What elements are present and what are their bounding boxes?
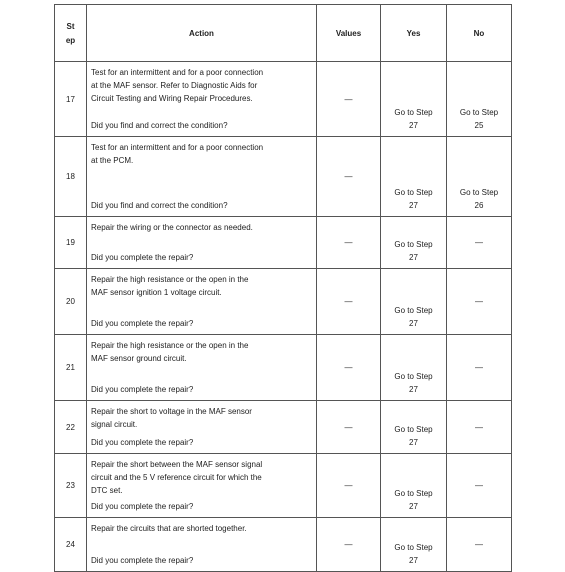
no-cell: — xyxy=(447,217,512,269)
step-number: 22 xyxy=(55,401,87,454)
no-goto: Go to Step xyxy=(459,108,499,117)
action-text: Repair the high resistance or the open in the xyxy=(91,275,249,284)
values-cell: — xyxy=(317,335,381,401)
action-question: Did you complete the repair? xyxy=(91,438,194,447)
yes-goto: Go to Step xyxy=(394,240,433,249)
values-cell: — xyxy=(317,62,381,137)
action-cell xyxy=(87,518,317,572)
action-question: Did you complete the repair? xyxy=(91,556,194,565)
step-header-line1: St xyxy=(66,22,75,31)
yes-header: Yes xyxy=(381,5,447,62)
action-cell xyxy=(87,401,317,454)
table-row xyxy=(55,137,512,217)
header-row xyxy=(55,5,512,62)
table-row xyxy=(55,518,512,572)
step-number: 23 xyxy=(55,454,87,518)
table-row xyxy=(55,335,512,401)
yes-step: 27 xyxy=(409,253,418,262)
action-text: MAF sensor ground circuit. xyxy=(91,354,187,363)
action-question: Did you complete the repair? xyxy=(91,502,194,511)
yes-cell xyxy=(381,518,447,572)
no-cell xyxy=(447,137,512,217)
yes-goto: Go to Step xyxy=(394,489,433,498)
yes-step: 27 xyxy=(409,438,418,447)
step-number: 21 xyxy=(55,335,87,401)
yes-cell xyxy=(381,62,447,137)
action-text: at the MAF sensor. Refer to Diagnostic Aids for xyxy=(91,81,258,90)
no-cell xyxy=(447,62,512,137)
step-header xyxy=(55,5,87,62)
yes-cell xyxy=(381,454,447,518)
yes-step: 27 xyxy=(409,385,418,394)
action-question: Did you complete the repair? xyxy=(91,319,194,328)
action-text: MAF sensor ignition 1 voltage circuit. xyxy=(91,288,222,297)
values-cell: — xyxy=(317,137,381,217)
values-cell: — xyxy=(317,269,381,335)
no-goto: Go to Step xyxy=(459,188,499,197)
yes-goto: Go to Step xyxy=(394,306,433,315)
yes-goto: Go to Step xyxy=(394,108,433,117)
values-cell: — xyxy=(317,518,381,572)
table-row xyxy=(55,62,512,137)
action-text: Repair the high resistance or the open in the xyxy=(91,341,249,350)
action-text: signal circuit. xyxy=(91,420,138,429)
table-row xyxy=(55,401,512,454)
action-question: Did you complete the repair? xyxy=(91,385,194,394)
no-step: 26 xyxy=(474,201,484,210)
action-text: DTC set. xyxy=(91,486,123,495)
yes-cell xyxy=(381,137,447,217)
no-cell: — xyxy=(447,269,512,335)
yes-cell xyxy=(381,401,447,454)
yes-goto: Go to Step xyxy=(394,543,433,552)
action-cell xyxy=(87,62,317,137)
step-number: 19 xyxy=(55,217,87,269)
yes-step: 27 xyxy=(409,319,418,328)
step-number: 24 xyxy=(55,518,87,572)
yes-step: 27 xyxy=(409,121,418,130)
yes-cell xyxy=(381,269,447,335)
action-text: at the PCM. xyxy=(91,156,134,165)
values-header: Values xyxy=(317,5,381,62)
action-text: Repair the wiring or the connector as needed. xyxy=(91,223,253,232)
step-header-line2: ep xyxy=(65,36,76,45)
action-text: Repair the circuits that are shorted together. xyxy=(91,524,247,533)
action-text: Test for an intermittent and for a poor connection xyxy=(91,68,264,77)
table-row xyxy=(55,269,512,335)
yes-goto: Go to Step xyxy=(394,188,433,197)
action-cell xyxy=(87,454,317,518)
values-cell: — xyxy=(317,217,381,269)
action-text: circuit and the 5 V reference circuit for which the xyxy=(91,473,262,482)
action-question: Did you complete the repair? xyxy=(91,253,194,262)
action-text: Test for an intermittent and for a poor connection xyxy=(91,143,264,152)
yes-cell xyxy=(381,217,447,269)
step-number: 17 xyxy=(55,62,87,137)
table-row xyxy=(55,217,512,269)
action-text: Repair the short to voltage in the MAF sensor xyxy=(91,407,252,416)
table-row xyxy=(55,454,512,518)
diagnostic-table xyxy=(54,4,512,572)
no-header: No xyxy=(447,5,512,62)
action-cell xyxy=(87,217,317,269)
step-number: 18 xyxy=(55,137,87,217)
yes-step: 27 xyxy=(409,556,418,565)
yes-step: 27 xyxy=(409,502,418,511)
action-question: Did you find and correct the condition? xyxy=(91,121,228,130)
no-cell: — xyxy=(447,335,512,401)
action-text: Circuit Testing and Wiring Repair Procedures. xyxy=(91,94,253,103)
yes-goto: Go to Step xyxy=(394,372,433,381)
action-cell xyxy=(87,269,317,335)
action-cell xyxy=(87,335,317,401)
action-header: Action xyxy=(87,5,317,62)
no-cell: — xyxy=(447,454,512,518)
values-cell: — xyxy=(317,454,381,518)
action-question: Did you find and correct the condition? xyxy=(91,201,228,210)
yes-cell xyxy=(381,335,447,401)
no-step: 25 xyxy=(474,121,484,130)
no-cell: — xyxy=(447,518,512,572)
step-number: 20 xyxy=(55,269,87,335)
values-cell: — xyxy=(317,401,381,454)
yes-goto: Go to Step xyxy=(394,425,433,434)
action-cell xyxy=(87,137,317,217)
no-cell: — xyxy=(447,401,512,454)
action-text: Repair the short between the MAF sensor signal xyxy=(91,460,263,469)
yes-step: 27 xyxy=(409,201,418,210)
